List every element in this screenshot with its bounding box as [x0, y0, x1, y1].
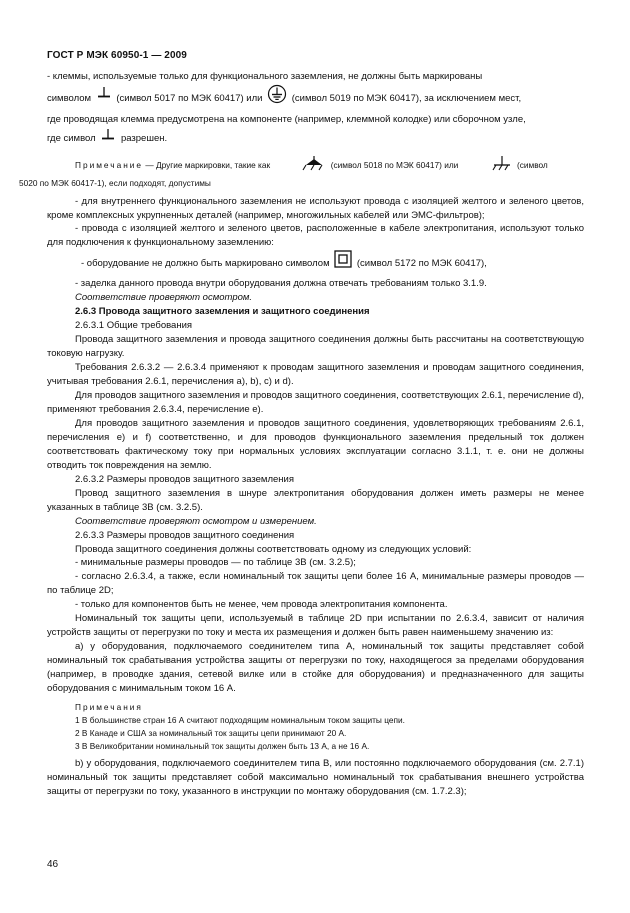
note-text-2: (символ 5018 по МЭК 60417) или — [330, 159, 459, 170]
para-terminals-line1: - клеммы, используемые только для функционального заземления, не должны быть маркированы — [47, 71, 483, 82]
para-supply-cable: - провода с изоляцией желтого и зеленого цветов, расположенные в кабеле электропитания, используют только для подключения к функциональному заземлению: — [47, 223, 584, 249]
noiseless-earth-icon — [463, 155, 513, 177]
para-equip-post: (символ 5172 по МЭК 60417), — [356, 258, 487, 270]
section-2-6-3-heading: 2.6.3 Провода защитного заземления и защитного соединения — [75, 306, 370, 318]
para-2-6-3-3-f: a) у оборудования, подключаемого соединителем типа А, номинальный ток защиты представляет собой номинальный ток срабатывания устройства защиты от перегрузки по току, находящегося за пределами оборудования (например, в проводке здания, сетевой вилке или в стойке для оборудования) и предназначенного для защиты оборудования с минимальным током 16 А. — [47, 641, 584, 695]
document-body — [19, 70, 584, 799]
para-2-6-3-3-c: - согласно 2.6.3.4, а также, если номинальный ток защиты цепи более 16 А, минимальные размеры проводов — по таблице 2D; — [47, 571, 584, 597]
para-2-6-3-3-a: Провода защитного соединения должны соответствовать одному из следующих условий: — [75, 543, 472, 555]
para-terminals-line3: где проводящая клемма предусмотрена на компоненте (например, клеммной колодке) или сборочном узле, — [47, 113, 526, 125]
notes-label: Примечания — [75, 701, 143, 712]
para-terminals-pre: символом — [47, 92, 92, 104]
functional-earth-icon — [96, 85, 112, 112]
para-2-6-3-2: Провод защитного заземления в шнуре электропитания оборудования должен иметь размеры не менее указанных в таблице 3В (см. 3.2.5). — [47, 487, 584, 513]
para-2-6-3-1-c: Для проводов защитного заземления и проводов защитного соединения, соответствующих 2.6.1, перечисление d), применяют требования 2.6.3.4, перечисление e). — [47, 390, 584, 415]
section-2-6-3-3-heading: 2.6.3.3 Размеры проводов защитного соединения — [75, 529, 295, 541]
class-ii-equipment-icon — [334, 250, 352, 277]
para-2-6-3-1-b: Требования 2.6.3.2 — 2.6.3.4 применяют к проводам защитного заземления и проводам защитного соединения, учитывая требования 2.6.1, перечисления a), b), c) и d). — [47, 362, 584, 388]
compliance-inspection-measurement: Соответствие проверяют осмотром и измерением. — [75, 515, 317, 527]
functional-earth-icon-2 — [100, 127, 116, 150]
note-text-4: 5020 по МЭК 60417-1), если подходят, допустимы — [19, 177, 211, 188]
para-terminals — [47, 70, 584, 150]
para-terminals-mid1: (символ 5017 по МЭК 60417) или — [116, 92, 263, 104]
frame-chassis-icon — [274, 155, 326, 177]
note-text-3: (символ — [516, 159, 548, 170]
section-2-6-3-1-heading: 2.6.3.1 Общие требования — [75, 320, 193, 332]
note-text-1: — Другие маркировки, такие как — [145, 159, 271, 170]
para-2-6-3-3-d: - только для компонентов быть не менее, чем провода электропитания компонента. — [75, 599, 448, 611]
section-2-6-3-2-heading: 2.6.3.2 Размеры проводов защитного заземления — [75, 473, 294, 485]
para-equipment-marking — [75, 250, 584, 277]
para-equip-pre: - оборудование не должно быть маркировано символом — [81, 258, 330, 270]
document-header: ГОСТ Р МЭК 60950-1 — 2009 — [47, 50, 187, 61]
para-2-6-3-3-e: Номинальный ток защиты цепи, используемый в таблице 2D при испытании по 2.6.3.4, зависит от наличия устройств защиты от перегрузки по току и места их размещения и должен быть равен наименьшему значению из: — [47, 613, 584, 639]
para-internal-earth: - для внутреннего функционального заземления не используют провода с изоляцией желтого и зеленого цветов, кроме комплексных укрупненных деталей (например, многожильных кабелей или ЭМС-фильтров); — [47, 195, 584, 221]
note-other-markings — [19, 155, 584, 190]
para-terminals-line4-pre: где символ — [47, 132, 96, 144]
notes-block — [47, 701, 584, 752]
protective-earth-icon — [267, 84, 287, 113]
para-2-6-3-3-b: - минимальные размеры проводов — по таблице 3В (см. 3.2.5); — [75, 557, 356, 569]
note-item: 1 В большинстве стран 16 А считают подходящим номинальным током защиты цепи. — [75, 714, 405, 725]
compliance-inspection: Соответствие проверяют осмотром. — [75, 292, 253, 304]
para-2-6-3-1-a: Провода защитного заземления и провода защитного соединения должны быть рассчитаны на соответствующую токовую нагрузку. — [47, 334, 584, 360]
para-terminals-line4-post: разрешен. — [120, 132, 168, 144]
note-item: 3 В Великобритании номинальный ток защиты должен быть 13 А, а не 16 А. — [75, 740, 370, 751]
para-wire-seal: - заделка данного провода внутри оборудования должна отвечать требованиям только 3.1.9. — [75, 278, 487, 290]
note-label: Примечание — [75, 159, 144, 170]
para-terminals-mid2: (символ 5019 по МЭК 60417), за исключением мест, — [291, 92, 522, 104]
para-2-6-3-1-d: Для проводов защитного заземления и проводов защитного соединения, удовлетворяющих требованиям 2.6.1, перечисления e) и f) соответственно, и для проводов функционального заземления предельный ток должен соответствовать фактическому току при нормальных условиях эксплуатации согласно 3.1.1, т. е. они не должны отводить ток повреждения на землю. — [47, 417, 584, 471]
note-item: 2 В Канаде и США за номинальный ток защиты цепи принимают 20 А. — [75, 727, 347, 738]
page-number: 46 — [47, 859, 59, 870]
para-2-6-3-3-g: b) у оборудования, подключаемого соединителем типа В, или постоянно подключаемого оборудования (см. 2.7.1) номинальный ток защиты представляет собой максимально номинальный ток срабатывания внешнего устройства защиты от перегрузки по току, указанного в инструкции по монтажу оборудования (см. 1.7.2.3); — [47, 758, 584, 798]
